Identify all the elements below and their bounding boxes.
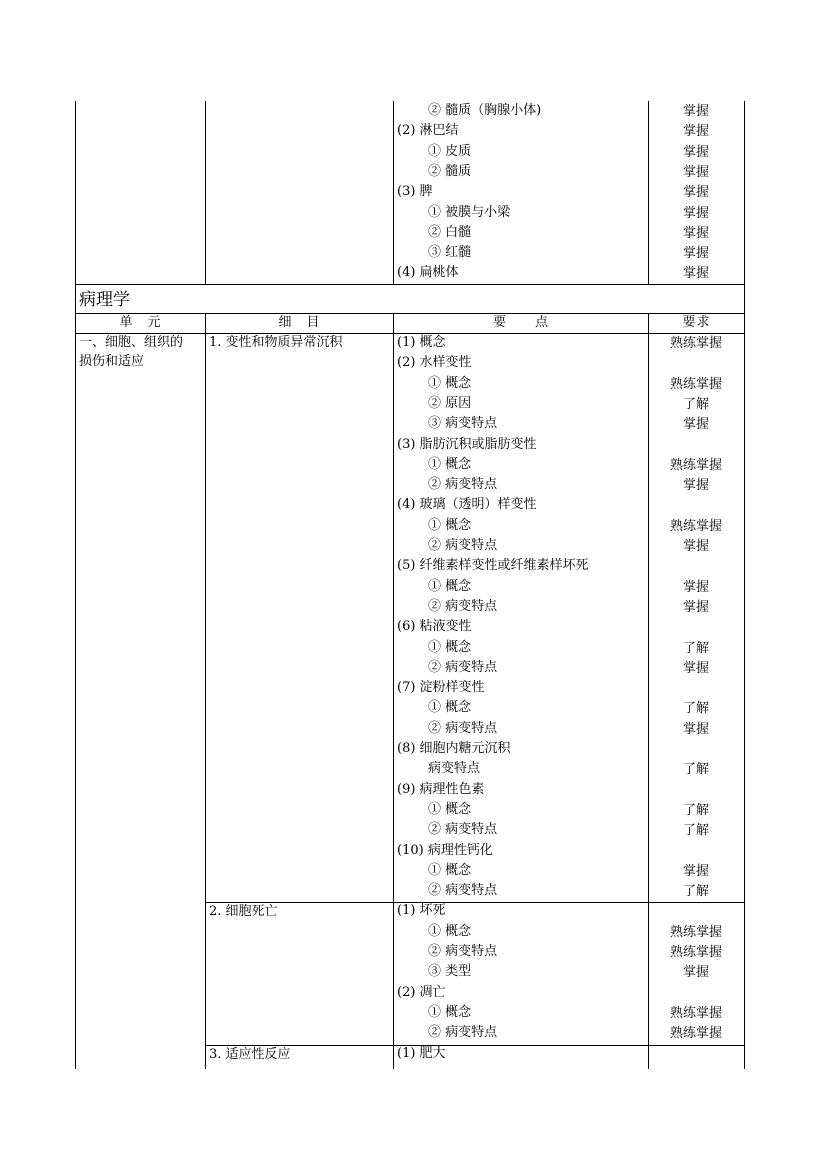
table-divider bbox=[393, 313, 394, 1069]
requirement-text: 掌握 bbox=[682, 599, 709, 615]
requirement-text: 熟练掌握 bbox=[669, 518, 722, 534]
point-text: (1) 概念 bbox=[397, 335, 446, 350]
point-text: (1) 肥大 bbox=[397, 1045, 446, 1061]
header-item: 细 目 bbox=[278, 315, 321, 330]
point-text: ③ 病变特点 bbox=[428, 416, 498, 432]
point-text: ② 病变特点 bbox=[428, 538, 498, 553]
point-text: ① 概念 bbox=[428, 1004, 472, 1020]
header-unit: 单 元 bbox=[119, 315, 162, 330]
point-text: ① 概念 bbox=[428, 801, 472, 817]
requirement-text: 掌握 bbox=[682, 266, 709, 282]
table-divider bbox=[205, 313, 206, 1069]
table-border-left bbox=[75, 313, 76, 1069]
point-text: (1) 坏死 bbox=[397, 903, 446, 919]
point-text: ② 病变特点 bbox=[428, 720, 498, 736]
point-text: ① 被膜与小梁 bbox=[428, 204, 511, 220]
item-divider bbox=[205, 902, 745, 903]
requirement-text: 掌握 bbox=[682, 965, 709, 981]
requirement-text: 熟练掌握 bbox=[669, 924, 722, 940]
requirement-text: 熟练掌握 bbox=[669, 457, 722, 473]
requirement-text: 掌握 bbox=[682, 205, 709, 221]
point-text: (2) 凋亡 bbox=[397, 984, 446, 1000]
point-text: ① 概念 bbox=[428, 923, 472, 939]
requirement-text: 掌握 bbox=[682, 246, 709, 262]
point-text: ② 病变特点 bbox=[428, 659, 498, 675]
requirement-text: 掌握 bbox=[682, 225, 709, 241]
requirement-text: 熟练掌握 bbox=[669, 1026, 722, 1042]
point-text: ② 病变特点 bbox=[428, 477, 498, 493]
header-requirement: 要求 bbox=[682, 315, 711, 330]
requirement-text: 熟练掌握 bbox=[669, 376, 722, 392]
requirement-text: 掌握 bbox=[682, 478, 709, 494]
point-text: ① 皮质 bbox=[428, 143, 472, 159]
requirement-text: 了解 bbox=[682, 640, 709, 656]
item-label: 3. 适应性反应 bbox=[209, 1047, 291, 1062]
point-text: ② 病变特点 bbox=[428, 1025, 498, 1041]
point-text: (5) 纤维素样变性或纤维素样坏死 bbox=[397, 558, 589, 574]
requirement-text: 掌握 bbox=[682, 164, 709, 180]
point-text: ① 概念 bbox=[428, 639, 472, 655]
point-text: (10) 病理性钙化 bbox=[397, 842, 493, 858]
unit-label: 损伤和适应 bbox=[79, 354, 145, 369]
requirement-text: 掌握 bbox=[682, 144, 709, 160]
requirement-text: 熟练掌握 bbox=[669, 1005, 722, 1021]
requirement-text: 掌握 bbox=[682, 104, 709, 119]
point-text: ① 概念 bbox=[428, 456, 472, 472]
table-divider bbox=[393, 101, 394, 284]
requirement-text: 了解 bbox=[682, 802, 709, 818]
point-text: (2) 淋巴结 bbox=[397, 123, 459, 139]
point-text: (2) 水样变性 bbox=[397, 355, 472, 371]
point-text: ① 概念 bbox=[428, 862, 472, 878]
requirement-text: 了解 bbox=[682, 701, 709, 717]
table-border-right bbox=[744, 313, 745, 1069]
point-text: ② 髓质 bbox=[428, 163, 472, 179]
point-text: ② 病变特点 bbox=[428, 822, 498, 838]
point-text: (7) 淀粉样变性 bbox=[397, 680, 485, 696]
point-text: ① 概念 bbox=[428, 700, 472, 716]
point-text: ② 病变特点 bbox=[428, 883, 498, 899]
point-text: (4) 扁桃体 bbox=[397, 265, 459, 281]
point-text: ① 概念 bbox=[428, 375, 472, 391]
requirement-text: 掌握 bbox=[682, 863, 709, 879]
table-border-left bbox=[75, 101, 76, 284]
requirement-text: 掌握 bbox=[682, 721, 709, 737]
section-border-right bbox=[744, 284, 745, 313]
table-divider bbox=[205, 101, 206, 284]
unit-label: 一、细胞、组织的 bbox=[79, 335, 184, 350]
item-label: 2. 细胞死亡 bbox=[209, 904, 278, 919]
item-label: 1. 变性和物质异常沉积 bbox=[209, 335, 343, 350]
point-text: (6) 粘液变性 bbox=[397, 619, 472, 635]
requirement-text: 掌握 bbox=[682, 417, 709, 433]
requirement-text: 了解 bbox=[682, 823, 709, 839]
section-title: 病理学 bbox=[79, 290, 130, 310]
requirement-text: 掌握 bbox=[682, 185, 709, 201]
table-border-right bbox=[744, 101, 745, 284]
point-text: ③ 红髓 bbox=[428, 245, 472, 261]
point-text: ② 病变特点 bbox=[428, 598, 498, 614]
requirement-text: 熟练掌握 bbox=[669, 336, 722, 351]
requirement-text: 掌握 bbox=[682, 539, 709, 554]
header-point: 要 点 bbox=[492, 315, 549, 330]
point-text: ② 髓质（胸腺小体) bbox=[428, 103, 542, 118]
point-text: ① 概念 bbox=[428, 517, 472, 533]
requirement-text: 熟练掌握 bbox=[669, 945, 722, 960]
point-text: (9) 病理性色素 bbox=[397, 781, 485, 797]
point-text: ② 病变特点 bbox=[428, 944, 498, 959]
requirement-text: 了解 bbox=[682, 396, 709, 412]
requirement-text: 掌握 bbox=[682, 660, 709, 676]
point-text: (8) 细胞内糖元沉积 bbox=[397, 741, 511, 756]
point-text: ② 原因 bbox=[428, 395, 472, 411]
point-text: ① 概念 bbox=[428, 578, 472, 594]
requirement-text: 了解 bbox=[682, 762, 709, 778]
section-border-left bbox=[75, 284, 76, 313]
point-text: (3) 脂肪沉积或脂肪变性 bbox=[397, 436, 537, 452]
requirement-text: 掌握 bbox=[682, 124, 709, 140]
point-text: (3) 脾 bbox=[397, 184, 433, 200]
point-text: 病变特点 bbox=[428, 761, 481, 777]
point-text: (4) 玻璃（透明）样变性 bbox=[397, 497, 537, 513]
requirement-text: 了解 bbox=[682, 884, 709, 900]
requirement-text: 掌握 bbox=[682, 579, 709, 595]
point-text: ② 白髓 bbox=[428, 224, 472, 240]
point-text: ③ 类型 bbox=[428, 964, 472, 980]
table-bottom-border bbox=[75, 284, 745, 285]
